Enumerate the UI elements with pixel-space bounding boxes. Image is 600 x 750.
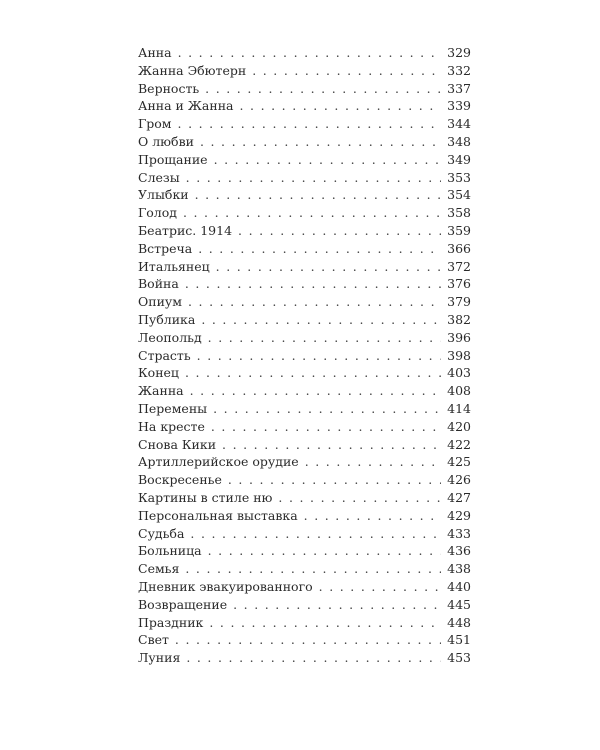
dot-leader bbox=[319, 578, 441, 596]
dot-leader bbox=[208, 542, 441, 560]
toc-entry-title: Судьба bbox=[138, 525, 185, 541]
toc-entry-title: Жанна Эбютерн bbox=[138, 62, 247, 78]
toc-entry bbox=[138, 489, 471, 507]
toc-entry-page: 429 bbox=[447, 507, 471, 523]
toc-entry-page: 438 bbox=[447, 561, 471, 577]
dot-leader bbox=[213, 400, 441, 418]
toc-entry bbox=[138, 44, 471, 62]
toc-entry-page: 358 bbox=[447, 205, 471, 221]
toc-entry bbox=[138, 311, 471, 329]
toc-entry-page: 344 bbox=[447, 116, 471, 132]
toc-entry-title: На кресте bbox=[138, 418, 205, 434]
dot-leader bbox=[208, 329, 441, 347]
toc-entry-title: Семья bbox=[138, 561, 180, 577]
table-of-contents bbox=[138, 44, 471, 667]
toc-entry bbox=[138, 275, 471, 293]
dot-leader bbox=[216, 258, 441, 276]
toc-entry bbox=[138, 347, 471, 365]
toc-entry bbox=[138, 222, 471, 240]
dot-leader bbox=[252, 62, 441, 80]
toc-entry-page: 440 bbox=[447, 578, 471, 594]
toc-entry-title: Артиллерийское орудие bbox=[138, 454, 299, 470]
toc-entry bbox=[138, 169, 471, 187]
dot-leader bbox=[209, 614, 441, 632]
toc-entry bbox=[138, 614, 471, 632]
dot-leader bbox=[305, 453, 441, 471]
toc-entry-page: 332 bbox=[447, 62, 471, 78]
toc-entry-page: 354 bbox=[447, 187, 471, 203]
dot-leader bbox=[178, 115, 441, 133]
toc-entry-title: Беатрис. 1914 bbox=[138, 222, 233, 238]
toc-entry-page: 339 bbox=[447, 98, 471, 114]
toc-entry-page: 382 bbox=[447, 311, 471, 327]
toc-entry-page: 353 bbox=[447, 169, 471, 185]
toc-entry bbox=[138, 560, 471, 578]
toc-entry bbox=[138, 80, 471, 98]
toc-entry-title: О любви bbox=[138, 133, 194, 149]
toc-entry-title: Картины в стиле ню bbox=[138, 489, 273, 505]
toc-entry-title: Больница bbox=[138, 543, 202, 559]
toc-entry bbox=[138, 133, 471, 151]
toc-entry bbox=[138, 453, 471, 471]
toc-entry-title: Анна и Жанна bbox=[138, 98, 234, 114]
dot-leader bbox=[304, 507, 441, 525]
dot-leader bbox=[195, 186, 441, 204]
dot-leader bbox=[201, 311, 441, 329]
toc-entry-page: 414 bbox=[447, 400, 471, 416]
toc-entry bbox=[138, 329, 471, 347]
dot-leader bbox=[198, 240, 441, 258]
toc-entry-page: 403 bbox=[447, 365, 471, 381]
toc-entry-page: 376 bbox=[447, 276, 471, 292]
dot-leader bbox=[190, 525, 441, 543]
toc-entry bbox=[138, 507, 471, 525]
toc-entry bbox=[138, 240, 471, 258]
dot-leader bbox=[178, 44, 441, 62]
toc-entry-page: 420 bbox=[447, 418, 471, 434]
toc-entry-page: 433 bbox=[447, 525, 471, 541]
toc-entry bbox=[138, 186, 471, 204]
toc-entry bbox=[138, 525, 471, 543]
toc-entry bbox=[138, 115, 471, 133]
toc-entry-title: Дневник эвакуированного bbox=[138, 578, 313, 594]
toc-entry-page: 425 bbox=[447, 454, 471, 470]
dot-leader bbox=[278, 489, 441, 507]
toc-entry-title: Прощание bbox=[138, 151, 208, 167]
toc-entry-title: Персональная выставка bbox=[138, 507, 298, 523]
toc-entry-title: Итальянец bbox=[138, 258, 210, 274]
toc-entry-title: Гром bbox=[138, 116, 172, 132]
toc-entry-title: Перемены bbox=[138, 400, 208, 416]
toc-entry-page: 359 bbox=[447, 222, 471, 238]
toc-entry-title: Верность bbox=[138, 80, 200, 96]
toc-entry bbox=[138, 436, 471, 454]
toc-entry bbox=[138, 151, 471, 169]
toc-entry-title: Слезы bbox=[138, 169, 180, 185]
toc-entry bbox=[138, 471, 471, 489]
toc-entry bbox=[138, 400, 471, 418]
toc-entry-title: Свет bbox=[138, 632, 169, 648]
dot-leader bbox=[188, 293, 441, 311]
toc-entry-page: 348 bbox=[447, 133, 471, 149]
dot-leader bbox=[185, 364, 441, 382]
toc-entry bbox=[138, 293, 471, 311]
toc-entry-title: Конец bbox=[138, 365, 179, 381]
dot-leader bbox=[186, 169, 441, 187]
dot-leader bbox=[222, 436, 441, 454]
dot-leader bbox=[185, 275, 441, 293]
toc-entry-title: Воскресенье bbox=[138, 472, 222, 488]
toc-entry bbox=[138, 418, 471, 436]
toc-entry-page: 427 bbox=[447, 489, 471, 505]
toc-entry bbox=[138, 258, 471, 276]
toc-entry-title: Праздник bbox=[138, 614, 204, 630]
toc-entry-page: 379 bbox=[447, 294, 471, 310]
toc-entry bbox=[138, 204, 471, 222]
dot-leader bbox=[233, 596, 441, 614]
toc-entry bbox=[138, 97, 471, 115]
toc-entry-page: 372 bbox=[447, 258, 471, 274]
toc-entry-title: Возвращение bbox=[138, 596, 228, 612]
toc-entry-title: Леопольд bbox=[138, 329, 202, 345]
toc-entry-title: Луния bbox=[138, 650, 181, 666]
dot-leader bbox=[228, 471, 441, 489]
toc-entry-page: 329 bbox=[447, 45, 471, 60]
toc-entry bbox=[138, 382, 471, 400]
toc-entry bbox=[138, 631, 471, 649]
toc-entry-title: Снова Кики bbox=[138, 436, 217, 452]
toc-entry-page: 426 bbox=[447, 472, 471, 488]
toc-entry-page: 445 bbox=[447, 596, 471, 612]
toc-entry bbox=[138, 596, 471, 614]
dot-leader bbox=[200, 133, 441, 151]
dot-leader bbox=[175, 631, 441, 649]
toc-entry-page: 337 bbox=[447, 80, 471, 96]
toc-entry-page: 349 bbox=[447, 151, 471, 167]
dot-leader bbox=[205, 80, 441, 98]
toc-entry-page: 448 bbox=[447, 614, 471, 630]
toc-entry-title: Жанна bbox=[138, 383, 184, 399]
toc-entry-page: 436 bbox=[447, 543, 471, 559]
toc-entry-page: 453 bbox=[447, 650, 471, 666]
toc-entry-title: Анна bbox=[138, 45, 172, 60]
dot-leader bbox=[186, 649, 441, 667]
dot-leader bbox=[214, 151, 441, 169]
dot-leader bbox=[238, 222, 441, 240]
toc-entry bbox=[138, 649, 471, 667]
dot-leader bbox=[211, 418, 441, 436]
dot-leader bbox=[183, 204, 441, 222]
dot-leader bbox=[185, 560, 441, 578]
toc-entry-title: Встреча bbox=[138, 240, 193, 256]
toc-entry-title: Страсть bbox=[138, 347, 191, 363]
toc-entry-title: Голод bbox=[138, 205, 177, 221]
dot-leader bbox=[190, 382, 441, 400]
toc-entry-page: 422 bbox=[447, 436, 471, 452]
toc-entry-title: Публика bbox=[138, 311, 196, 327]
toc-entry-page: 398 bbox=[447, 347, 471, 363]
toc-entry bbox=[138, 578, 471, 596]
toc-entry bbox=[138, 364, 471, 382]
toc-entry-page: 366 bbox=[447, 240, 471, 256]
dot-leader bbox=[239, 97, 441, 115]
toc-entry-page: 396 bbox=[447, 329, 471, 345]
toc-entry bbox=[138, 62, 471, 80]
toc-entry-title: Опиум bbox=[138, 294, 182, 310]
toc-entry-title: Война bbox=[138, 276, 179, 292]
toc-entry-title: Улыбки bbox=[138, 187, 189, 203]
toc-entry-page: 451 bbox=[447, 632, 471, 648]
toc-entry-page: 408 bbox=[447, 383, 471, 399]
toc-entry bbox=[138, 542, 471, 560]
dot-leader bbox=[197, 347, 441, 365]
